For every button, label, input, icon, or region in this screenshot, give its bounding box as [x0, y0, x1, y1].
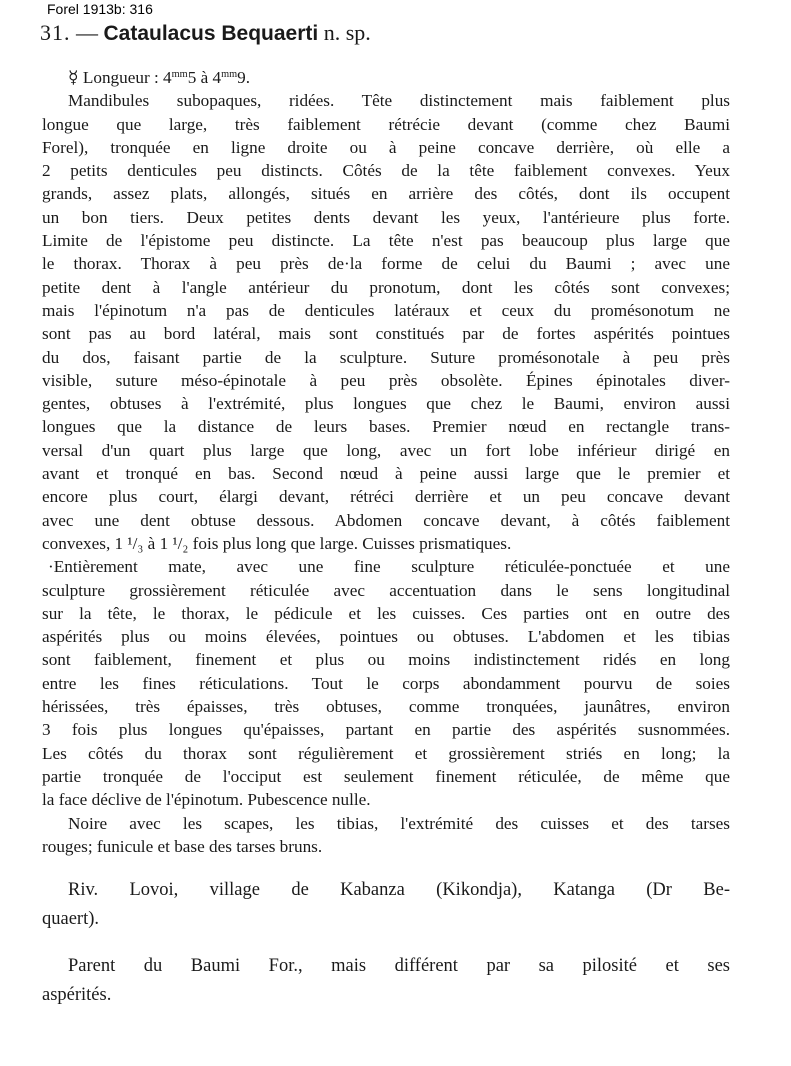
paragraph-note — [42, 952, 730, 1010]
text-line: visible, suture méso-épinotale à peu près obsolète. Épines épinotales diver- — [42, 370, 730, 390]
text-line: Mandibules subopaques, ridées. Tête distinctement mais faiblement plus — [68, 91, 730, 111]
paragraph-morphology — [42, 89, 730, 555]
text-line: sculpture grossièrement réticulée avec accentuation dans le sens longitudinal — [42, 580, 730, 600]
text-line: le thorax. Thorax à peu près de·la forme de celui du Baumi ; avec une — [42, 254, 730, 274]
text-line: convexes, 1 ¹/₃ à 1 ¹/₂ fois plus long que large. Cuisses prismatiques. — [42, 533, 512, 553]
text-line: Limite de l'épistome peu distincte. La tête n'est pas beaucoup plus large que — [42, 231, 730, 251]
text-line: la face déclive de l'épinotum. Pubescence nulle. — [42, 790, 371, 810]
worker-symbol-icon: ☿ — [68, 68, 79, 87]
text-line: 2 petits denticules peu distincts. Côtés de la tête faiblement convexes. Yeux — [42, 161, 730, 181]
text-line: entre les fines réticulations. Tout le corps abondamment pourvu de soies — [42, 673, 730, 693]
heading-dash: — — [76, 20, 98, 45]
text-line: longues que la distance de leurs bases. Premier nœud en rectangle trans- — [42, 417, 730, 437]
text-line: petite dent à l'angle antérieur du pronotum, dont les côtés sont convexes; — [42, 277, 730, 297]
text-line: gentes, obtuses à l'extrémité, plus longues que chez le Baumi, environ aussi — [42, 394, 730, 414]
text-line: avec une dent obtuse dessous. Abdomen concave devant, à côtés faiblement — [42, 510, 730, 530]
text-line: partie tronquée de l'occiput est seulement finement réticulée, de même que — [42, 766, 730, 786]
text-line: avant et tronqué en bas. Second nœud à peine aussi large que le premier et — [42, 464, 730, 484]
text-line: un bon tiers. Deux petites dents devant les yeux, l'antérieure plus forte. — [42, 207, 730, 227]
text-line: grands, assez plats, allongés, situés en arrière des côtés, dont ils occupent — [42, 184, 730, 204]
species-name: Cataulacus Bequaerti — [103, 22, 319, 45]
text-line: ·Entièrement mate, avec une fine sculpture réticulée-ponctuée et une — [48, 557, 730, 577]
species-status: n. sp. — [323, 20, 371, 45]
measurement-line — [42, 66, 730, 89]
text-line: rouges; funicule et base des tarses bruns. — [42, 836, 323, 856]
species-heading — [40, 20, 371, 47]
paragraph-sculpture — [42, 555, 730, 811]
text-line: Riv. Lovoi, village de Kabanza (Kikondja), Katanga (Dr Be- — [68, 880, 730, 901]
paragraph-color — [42, 812, 730, 859]
text-line: sont faiblement, finement et plus ou moins indistinctement ridés en long — [42, 650, 730, 670]
text-line: longue que large, très faiblement rétrécie devant (comme chez Baumi — [42, 114, 730, 134]
paragraph-locality — [42, 876, 730, 934]
text-line: Les côtés du thorax sont régulièrement et grossièrement striés en long; la — [42, 743, 730, 763]
text-line: Noire avec les scapes, les tibias, l'extrémité des cuisses et des tarses — [68, 813, 730, 833]
source-label: Forel 1913b: 316 — [47, 1, 153, 17]
text-line: versal d'un quart plus large que long, avec un fort lobe inférieur dirigé en — [42, 440, 730, 460]
unit-sup: mm — [171, 68, 188, 80]
length-text: Longueur : 4 — [78, 68, 172, 87]
text-line: sur la tête, le thorax, le pédicule et les cuisses. Ces parties ont en outre des — [42, 603, 730, 623]
text-line: sont pas au bord latéral, mais sont constitués par de fortes aspérités pointues — [42, 324, 730, 344]
text-line: aspérités plus ou moins élevées, pointues ou obtuses. L'abdomen et les tibias — [42, 627, 730, 647]
text-line: 3 fois plus longues qu'épaisses, partant en partie des aspérités susnommées. — [42, 720, 730, 740]
text-line: Parent du Baumi For., mais différent par sa pilosité et ses — [68, 956, 730, 977]
text-line: quaert). — [42, 909, 100, 930]
text-line: mais l'épinotum n'a pas de denticules latéraux et ceux du promésonotum ne — [42, 300, 730, 320]
description-body — [42, 66, 730, 1010]
text-line: encore plus court, élargi devant, rétréci derrière et un peu concave devant — [42, 487, 730, 507]
length-mid: 5 à 4 — [187, 68, 222, 87]
species-number: 31. — [40, 20, 71, 45]
text-line: aspérités. — [42, 985, 112, 1006]
length-end: 9. — [237, 68, 251, 87]
text-line: Forel), tronquée en ligne droite ou à peine concave derrière, où elle a — [42, 137, 730, 157]
text-line: hérissées, très épaisses, très obtuses, comme tronquées, jaunâtres, environ — [42, 697, 730, 717]
unit-sup: mm — [221, 68, 238, 80]
text-line: du dos, faisant partie de la sculpture. Suture promésonotale à peu près — [42, 347, 730, 367]
